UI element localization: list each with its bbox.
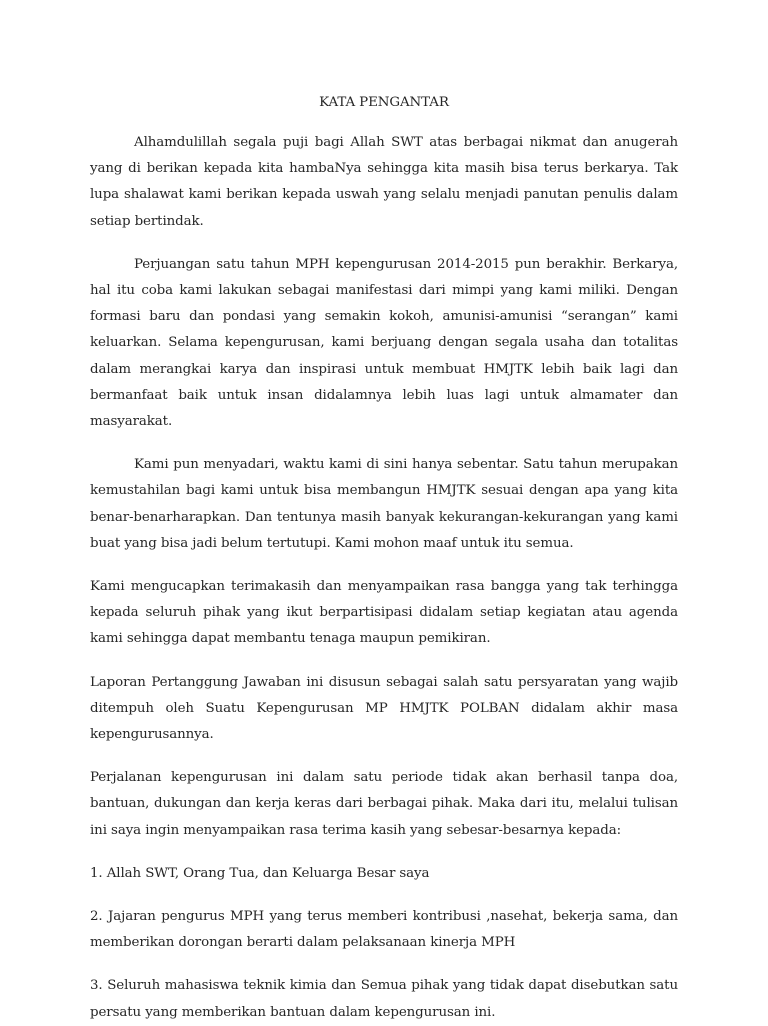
list-item-3: 3. Seluruh mahasiswa teknik kimia dan Semua pihak yang tidak dapat disebutkan satu persatu yang memberikan bantuan dalam kepengurusan ini. <box>90 978 678 1020</box>
paragraph-menyadari: Kami pun menyadari, waktu kami di sini hanya sebentar. Satu tahun merupakan kemustahilan bagi kami untuk bisa membangun HMJTK sesuai dengan apa yang kita benar-benarharapkan. Dan tentunya masih banyak kekurangan-kekurangan yang kami buat yang bisa jadi belum tertutupi. Kami mohon maaf untuk itu semua. <box>90 457 678 551</box>
paragraph-perjalanan: Perjalanan kepengurusan ini dalam satu periode tidak akan berhasil tanpa doa, bantuan, dukungan dan kerja keras dari berbagai pihak. Maka dari itu, melalui tulisan ini saya ingin menyampaikan rasa terima kasih yang sebesar-besarnya kepada: <box>90 770 678 838</box>
list-item-2: 2. Jajaran pengurus MPH yang terus memberi kontribusi ,nasehat, bekerja sama, dan memberikan dorongan berarti dalam pelaksanaan kinerja MPH <box>90 909 678 951</box>
paragraph-terimakasih: Kami mengucapkan terimakasih dan menyampaikan rasa bangga yang tak terhingga kepada seluruh pihak yang ikut berpartisipasi didalam setiap kegiatan atau agenda kami sehingga dapat membantu tenaga maupun pemikiran. <box>90 579 678 647</box>
list-item-1: 1. Allah SWT, Orang Tua, dan Keluarga Besar saya <box>90 865 430 881</box>
paragraph-opening: Alhamdulillah segala puji bagi Allah SWT atas berbagai nikmat dan anugerah yang di berikan kepada kita hambaNya sehingga kita masih bisa terus berkarya. Tak lupa shalawat kami berikan kepada uswah yang selalu menjadi panutan penulis dalam setiap bertindak. <box>90 135 678 229</box>
paragraph-perjuangan: Perjuangan satu tahun MPH kepengurusan 2014-2015 pun berakhir. Berkarya, hal itu coba kami lakukan sebagai manifestasi dari mimpi yang kami miliki. Dengan formasi baru dan pondasi yang semakin kokoh, amunisi-amunisi “serangan” kami keluarkan. Selama kepengurusan, kami berjuang dengan segala usaha dan totalitas dalam merangkai karya dan inspirasi untuk membuat HMJTK lebih baik lagi dan bermanfaat baik untuk insan didalamnya lebih luas lagi untuk almamater dan masyarakat. <box>90 256 678 430</box>
document-title: KATA PENGANTAR <box>319 95 449 110</box>
paragraph-laporan: Laporan Pertanggung Jawaban ini disusun sebagai salah satu persyaratan yang wajib ditempuh oleh Suatu Kepengurusan MP HMJTK POLBAN didalam akhir masa kepengurusannya. <box>90 674 678 743</box>
